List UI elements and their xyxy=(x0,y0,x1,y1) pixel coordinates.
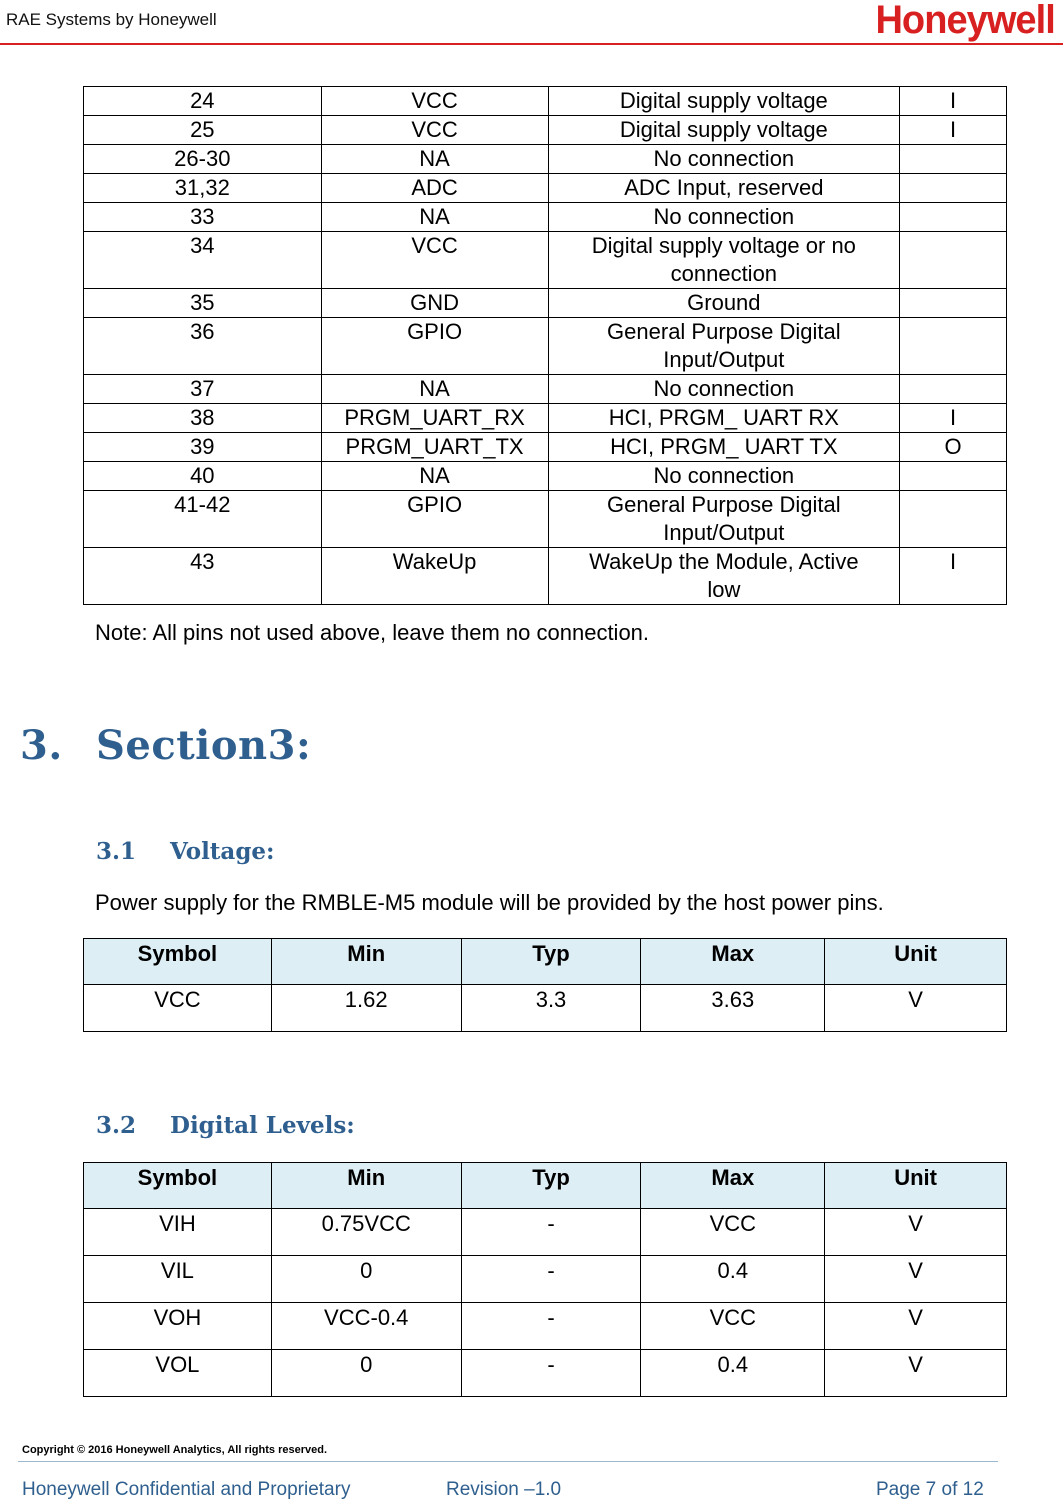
table-row xyxy=(84,433,1007,462)
column-header: Unit xyxy=(825,939,1007,985)
table-row xyxy=(84,462,1007,491)
table-row xyxy=(84,87,1007,116)
pin-io-cell: I xyxy=(900,404,1007,433)
digital-levels-table xyxy=(83,1162,1007,1397)
pin-name-cell: PRGM_UART_RX xyxy=(321,404,548,433)
pin-name-cell: GPIO xyxy=(321,491,548,548)
pin-table xyxy=(83,86,1007,605)
pin-io-cell xyxy=(900,491,1007,548)
pin-desc-cell: Digital supply voltage xyxy=(548,87,900,116)
pin-pin-cell: 33 xyxy=(84,203,322,232)
column-header: Typ xyxy=(461,1163,641,1209)
column-header: Min xyxy=(271,1163,461,1209)
pin-name-cell: VCC xyxy=(321,87,548,116)
column-header: Unit xyxy=(825,1163,1007,1209)
table-row xyxy=(84,1350,1007,1397)
table-cell: V xyxy=(825,1209,1007,1256)
section-heading xyxy=(20,722,311,769)
voltage-number: 3.1 xyxy=(96,838,137,865)
pin-desc-cell: General Purpose Digital Input/Output xyxy=(548,491,900,548)
pin-name-cell: NA xyxy=(321,462,548,491)
pin-pin-cell: 35 xyxy=(84,289,322,318)
table-row xyxy=(84,491,1007,548)
table-cell: - xyxy=(461,1209,641,1256)
pin-pin-cell: 24 xyxy=(84,87,322,116)
pin-name-cell: VCC xyxy=(321,232,548,289)
column-header: Max xyxy=(641,939,825,985)
table-cell: 0 xyxy=(271,1256,461,1303)
pin-pin-cell: 36 xyxy=(84,318,322,375)
pin-desc-cell: No connection xyxy=(548,203,900,232)
pin-pin-cell: 37 xyxy=(84,375,322,404)
pin-io-cell xyxy=(900,232,1007,289)
voltage-heading xyxy=(96,838,275,865)
pin-desc-cell: Ground xyxy=(548,289,900,318)
table-row xyxy=(84,232,1007,289)
pin-desc-cell: General Purpose Digital Input/Output xyxy=(548,318,900,375)
table-row xyxy=(84,1209,1007,1256)
table-cell: VIL xyxy=(84,1256,272,1303)
table-row xyxy=(84,548,1007,605)
confidential-label: Honeywell Confidential and Proprietary xyxy=(22,1479,351,1500)
table-cell: - xyxy=(461,1256,641,1303)
pin-pin-cell: 41-42 xyxy=(84,491,322,548)
table-cell: VIH xyxy=(84,1209,272,1256)
table-row xyxy=(84,1303,1007,1350)
pin-io-cell xyxy=(900,174,1007,203)
column-header: Symbol xyxy=(84,939,272,985)
digital-number: 3.2 xyxy=(96,1112,137,1139)
pin-pin-cell: 34 xyxy=(84,232,322,289)
table-cell: 0 xyxy=(271,1350,461,1397)
pin-io-cell: I xyxy=(900,87,1007,116)
pin-pin-cell: 31,32 xyxy=(84,174,322,203)
table-row xyxy=(84,1256,1007,1303)
pin-name-cell: VCC xyxy=(321,116,548,145)
voltage-paragraph: Power supply for the RMBLE-M5 module will be provided by the host power pins. xyxy=(95,890,884,915)
pin-desc-cell: No connection xyxy=(548,462,900,491)
pin-io-cell xyxy=(900,203,1007,232)
pin-io-cell xyxy=(900,375,1007,404)
pin-pin-cell: 40 xyxy=(84,462,322,491)
table-cell: 3.63 xyxy=(641,985,825,1032)
table-cell: 1.62 xyxy=(271,985,461,1032)
pin-io-cell xyxy=(900,289,1007,318)
pin-desc-cell: HCI, PRGM_ UART RX xyxy=(548,404,900,433)
pin-name-cell: WakeUp xyxy=(321,548,548,605)
table-cell: VCC xyxy=(641,1209,825,1256)
table-row xyxy=(84,116,1007,145)
table-cell: - xyxy=(461,1350,641,1397)
column-header: Typ xyxy=(461,939,641,985)
table-cell: V xyxy=(825,1303,1007,1350)
pin-pin-cell: 39 xyxy=(84,433,322,462)
pin-io-cell xyxy=(900,462,1007,491)
table-cell: VOL xyxy=(84,1350,272,1397)
table-cell: VCC-0.4 xyxy=(271,1303,461,1350)
table-row xyxy=(84,318,1007,375)
table-cell: VOH xyxy=(84,1303,272,1350)
header-divider xyxy=(0,43,1063,45)
table-cell: V xyxy=(825,1256,1007,1303)
pin-name-cell: GPIO xyxy=(321,318,548,375)
table-cell: VCC xyxy=(84,985,272,1032)
table-row xyxy=(84,985,1007,1032)
pin-desc-cell: No connection xyxy=(548,375,900,404)
pin-desc-cell: HCI, PRGM_ UART TX xyxy=(548,433,900,462)
table-row xyxy=(84,203,1007,232)
voltage-title: Voltage: xyxy=(170,838,275,865)
honeywell-logo: Honeywell xyxy=(875,0,1055,42)
column-header: Symbol xyxy=(84,1163,272,1209)
pin-io-cell: O xyxy=(900,433,1007,462)
digital-heading xyxy=(96,1112,355,1139)
table-cell: V xyxy=(825,985,1007,1032)
column-header: Max xyxy=(641,1163,825,1209)
table-row xyxy=(84,375,1007,404)
section-number: 3. xyxy=(20,722,63,769)
pin-desc-cell: Digital supply voltage xyxy=(548,116,900,145)
table-cell: VCC xyxy=(641,1303,825,1350)
table-cell: 0.75VCC xyxy=(271,1209,461,1256)
column-header: Min xyxy=(271,939,461,985)
table-cell: - xyxy=(461,1303,641,1350)
pin-pin-cell: 43 xyxy=(84,548,322,605)
pin-name-cell: PRGM_UART_TX xyxy=(321,433,548,462)
company-name: RAE Systems by Honeywell xyxy=(6,10,217,29)
pin-name-cell: NA xyxy=(321,375,548,404)
pin-desc-cell: ADC Input, reserved xyxy=(548,174,900,203)
pin-desc-cell: No connection xyxy=(548,145,900,174)
digital-title: Digital Levels: xyxy=(170,1112,355,1139)
table-cell: V xyxy=(825,1350,1007,1397)
pin-note: Note: All pins not used above, leave them no connection. xyxy=(95,620,650,645)
pin-pin-cell: 38 xyxy=(84,404,322,433)
pin-pin-cell: 25 xyxy=(84,116,322,145)
voltage-table xyxy=(83,938,1007,1032)
pin-name-cell: NA xyxy=(321,145,548,174)
pin-name-cell: NA xyxy=(321,203,548,232)
pin-name-cell: GND xyxy=(321,289,548,318)
table-row xyxy=(84,174,1007,203)
page-number: Page 7 of 12 xyxy=(876,1479,984,1500)
pin-pin-cell: 26-30 xyxy=(84,145,322,174)
table-cell: 0.4 xyxy=(641,1350,825,1397)
pin-io-cell: I xyxy=(900,548,1007,605)
revision-label: Revision –1.0 xyxy=(446,1479,562,1500)
pin-name-cell: ADC xyxy=(321,174,548,203)
table-cell: 0.4 xyxy=(641,1256,825,1303)
table-row xyxy=(84,289,1007,318)
pin-io-cell: I xyxy=(900,116,1007,145)
copyright-notice: Copyright © 2016 Honeywell Analytics, All rights reserved. xyxy=(22,1444,327,1456)
pin-desc-cell: WakeUp the Module, Active low xyxy=(548,548,900,605)
pin-io-cell xyxy=(900,145,1007,174)
section-title: Section3: xyxy=(96,722,312,769)
footer-divider xyxy=(18,1461,998,1462)
pin-desc-cell: Digital supply voltage or no connection xyxy=(548,232,900,289)
table-cell: 3.3 xyxy=(461,985,641,1032)
pin-io-cell xyxy=(900,318,1007,375)
table-row xyxy=(84,145,1007,174)
table-row xyxy=(84,404,1007,433)
